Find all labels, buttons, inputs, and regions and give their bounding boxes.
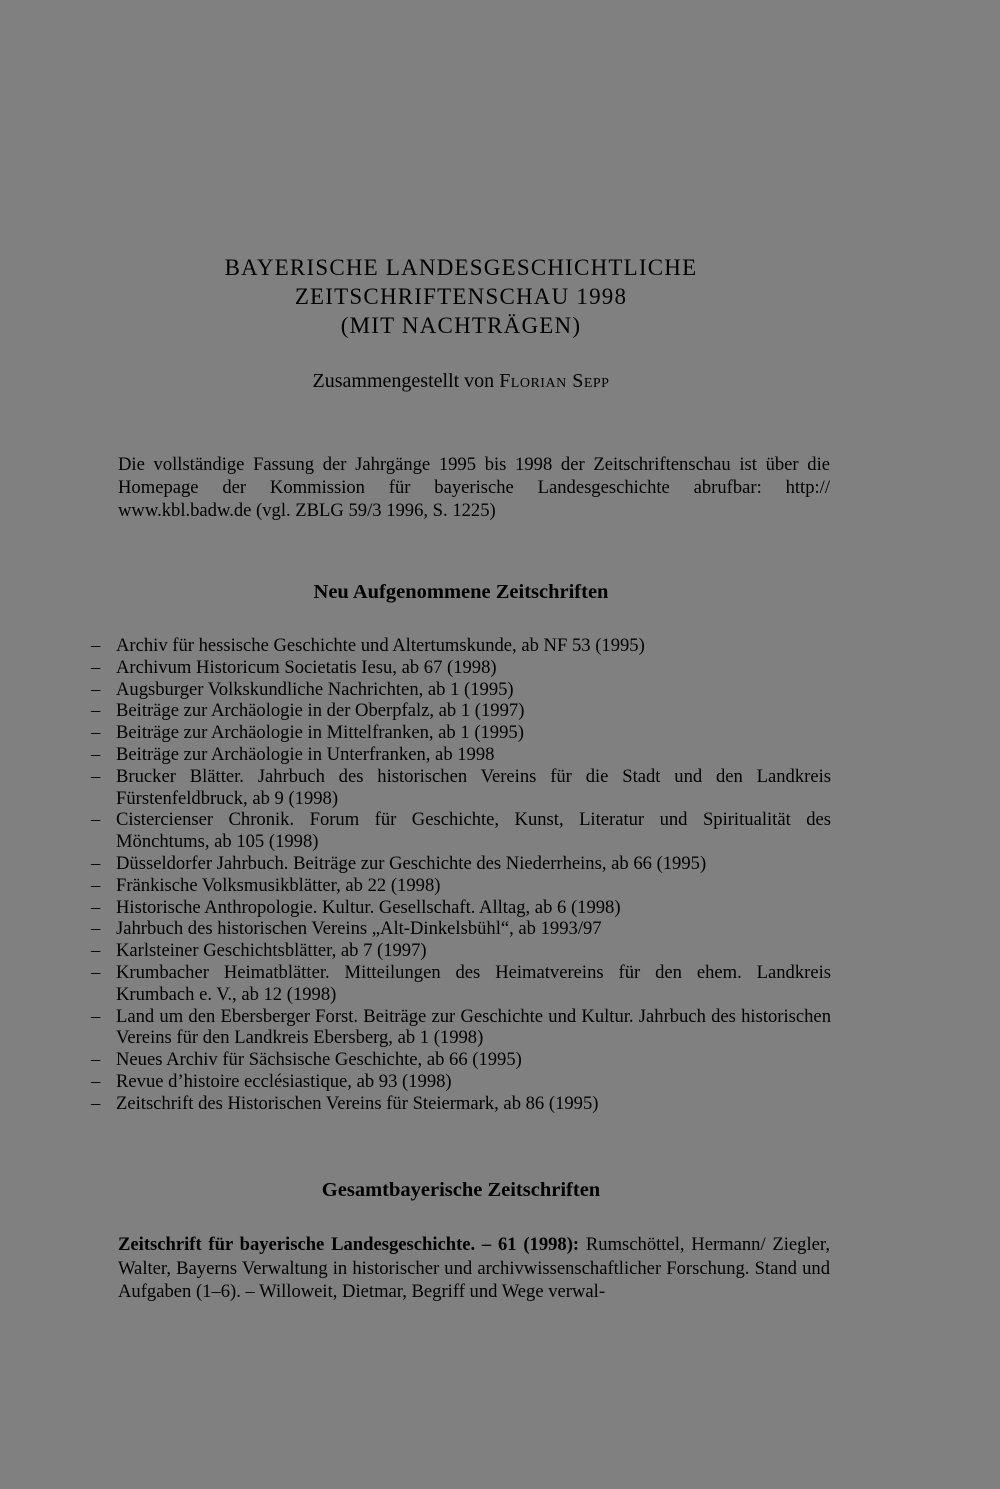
list-item-text: Beiträge zur Archäologie in Unterfranken, ab 1998 [116,743,495,765]
list-item [91,1071,831,1093]
list-item [91,1006,831,1050]
document-title [0,253,922,340]
list-dash: – [91,1070,101,1092]
list-item-text: Jahrbuch des historischen Vereins „Alt-Dinkelsbühl“, ab 1993/97 [116,918,602,940]
list-item [91,766,831,810]
compiled-by-line [0,370,922,393]
list-item-text: Beiträge zur Archäologie in Mittelfranken, ab 1 (1995) [116,722,524,744]
list-dash: – [91,852,101,874]
list-item-text: Krumbacher Heimatblätter. Mitteilungen des Heimatvereins für den ehem. Landkreis Krumbach e. V., ab 12 (1998) [116,961,831,1005]
list-dash: – [91,874,101,896]
list-dash: – [91,635,101,656]
list-item-text: Revue d’histoire ecclésiastique, ab 93 (1998) [116,1070,452,1092]
list-item-text: Düsseldorfer Jahrbuch. Beiträge zur Geschichte des Niederrheins, ab 66 (1995) [116,852,707,874]
list-item [91,679,831,701]
list-item [91,744,831,766]
list-item [91,918,831,940]
list-item [91,635,831,657]
list-item-text: Archivum Historicum Societatis Iesu, ab 67 (1998) [116,656,497,678]
list-dash: – [91,1092,101,1114]
title-line-1: BAYERISCHE LANDESGESCHICHTLICHE [224,255,698,280]
list-dash: – [91,896,101,918]
compiler-name: Florian Sepp [499,370,610,392]
new-journals-list [91,635,831,1115]
list-dash: – [91,722,101,744]
list-dash: – [91,809,101,831]
journal-entry-text: Rumschöttel, Hermann/ Ziegler, Walter, Bayerns Verwaltung in historischer und archivwissenschaftlicher Forschung. Stand und Aufgaben (1–6). – Willoweit, Dietmar, Begriff und Wege verwal- [118,1234,830,1302]
list-dash: – [91,678,101,700]
list-dash: – [91,1049,101,1071]
list-item-text: Brucker Blätter. Jahrbuch des historischen Vereins für die Stadt und den Landkreis Fürstenfeldbruck, ab 9 (1998) [116,765,831,809]
list-dash: – [91,700,101,722]
section-heading-new-journals: Neu Aufgenommene Zeitschriften [313,581,609,603]
list-item [91,1093,831,1115]
list-dash: – [91,940,101,962]
intro-paragraph [118,453,830,522]
list-item [91,962,831,1006]
list-item-text: Karlsteiner Geschichtsblätter, ab 7 (1997) [116,940,427,962]
list-dash: – [91,918,101,940]
list-item-text: Historische Anthropologie. Kultur. Gesellschaft. Alltag, ab 6 (1998) [116,896,621,918]
list-item [91,875,831,897]
list-item-text: Cistercienser Chronik. Forum für Geschichte, Kunst, Literatur und Spiritualität des Mönchtums, ab 105 (1998) [116,809,831,853]
section-heading-gesamtbayerische: Gesamtbayerische Zeitschriften [321,1179,601,1201]
list-item [91,700,831,722]
compiled-by-prefix: Zusammengestellt von [312,370,500,392]
list-item [91,853,831,875]
list-item-text: Archiv für hessische Geschichte und Altertumskunde, ab NF 53 (1995) [116,635,645,656]
list-dash: – [91,765,101,787]
list-item [91,657,831,679]
list-item [91,897,831,919]
list-item-text: Zeitschrift des Historischen Vereins für Steiermark, ab 86 (1995) [116,1092,599,1114]
list-item [91,1049,831,1071]
list-item-text: Neues Archiv für Sächsische Geschichte, ab 66 (1995) [116,1049,522,1071]
journal-entry-title: Zeitschrift für bayerische Landesgeschichte. – 61 (1998): [118,1234,580,1255]
journal-entry-zblg [118,1233,830,1304]
intro-text: Die vollständige Fassung der Jahrgänge 1995 bis 1998 der Zeitschriftenschau ist über die Homepage der Kommission für bayerische Landesgeschichte abrufbar: http:// www.kbl.badw.de (vgl. ZBLG 59/3 1996, S. 1225) [118,454,830,521]
list-dash: – [91,656,101,678]
title-line-3: (MIT NACHTRÄGEN) [340,313,582,338]
list-item-text: Beiträge zur Archäologie in der Oberpfalz, ab 1 (1997) [116,700,525,722]
title-line-2: ZEITSCHRIFTENSCHAU 1998 [294,284,628,309]
list-item [91,809,831,853]
list-dash: – [91,1005,101,1027]
list-item [91,940,831,962]
list-item [91,722,831,744]
list-item-text: Land um den Ebersberger Forst. Beiträge zur Geschichte und Kultur. Jahrbuch des historischen Vereins für den Landkreis Ebersberg, ab 1 (1998) [116,1005,831,1049]
list-item-text: Augsburger Volkskundliche Nachrichten, ab 1 (1995) [116,678,514,700]
list-dash: – [91,961,101,983]
list-item-text: Fränkische Volksmusikblätter, ab 22 (1998) [116,874,441,896]
list-dash: – [91,743,101,765]
